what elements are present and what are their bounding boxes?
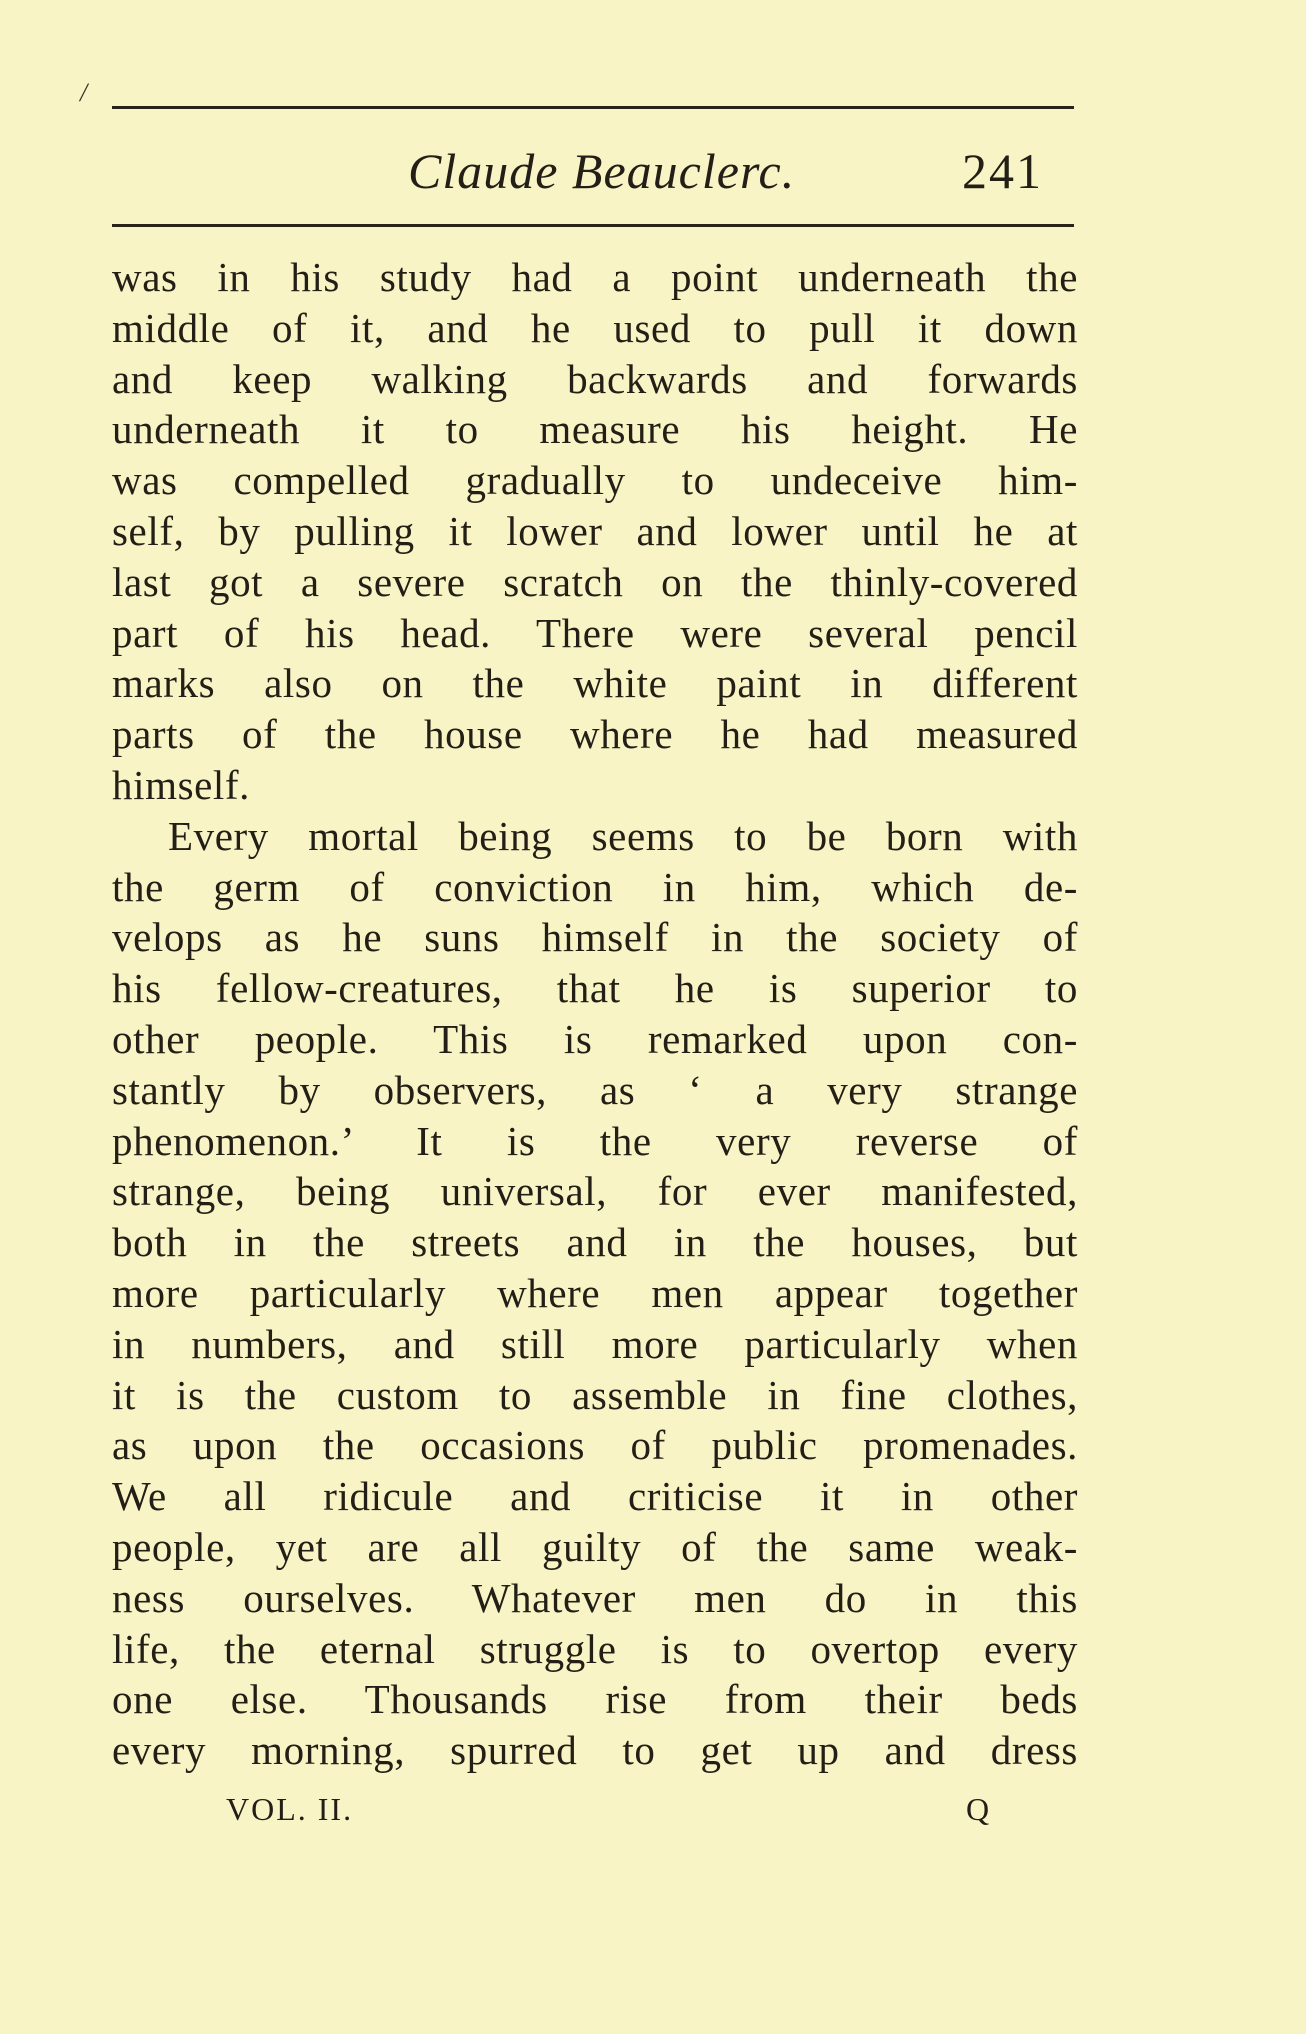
text-line: was compelled gradually to undeceive him- bbox=[112, 457, 1078, 504]
volume-marker: VOL. II. bbox=[226, 1791, 354, 1827]
text-line: strange, being universal, for ever manifested, bbox=[112, 1168, 1078, 1215]
running-title: Claude Beauclerc. bbox=[408, 143, 796, 199]
text-line: and keep walking backwards and forwards bbox=[112, 355, 1078, 402]
text-line-paragraph-end: himself. bbox=[112, 761, 251, 808]
text-line: was in his study had a point underneath the bbox=[112, 254, 1078, 300]
text-line: life, the eternal struggle is to overtop every bbox=[112, 1625, 1078, 1672]
signature-mark: Q bbox=[966, 1791, 992, 1827]
text-line: both in the streets and in the houses, but bbox=[112, 1219, 1078, 1266]
text-line-paragraph-start: Every mortal being seems to be born with bbox=[168, 812, 1078, 859]
text-line: parts of the house where he had measured bbox=[112, 711, 1078, 758]
text-line: every morning, spurred to get up and dress bbox=[112, 1727, 1078, 1774]
header-rule-bottom bbox=[112, 224, 1074, 227]
text-line: self, by pulling it lower and lower until he at bbox=[112, 507, 1078, 554]
text-line: middle of it, and he used to pull it down bbox=[112, 304, 1078, 351]
text-line: part of his head. There were several pencil bbox=[112, 609, 1078, 656]
text-line: his fellow-creatures, that he is superior to bbox=[112, 965, 1078, 1012]
body-text bbox=[112, 252, 1078, 1776]
text-line: marks also on the white paint in different bbox=[112, 660, 1078, 707]
text-line: underneath it to measure his height. He bbox=[112, 406, 1078, 453]
text-line: other people. This is remarked upon con- bbox=[112, 1015, 1078, 1062]
text-line: as upon the occasions of public promenades. bbox=[112, 1422, 1078, 1469]
text-line: velops as he suns himself in the society of bbox=[112, 914, 1078, 961]
text-line: We all ridicule and criticise it in other bbox=[112, 1473, 1078, 1520]
text-line: the germ of conviction in him, which de- bbox=[112, 863, 1078, 910]
text-line: it is the custom to assemble in fine clothes, bbox=[112, 1371, 1078, 1418]
text-line: in numbers, and still more particularly when bbox=[112, 1320, 1078, 1367]
header-rule-top bbox=[112, 106, 1074, 109]
text-line: phenomenon.’ It is the very reverse of bbox=[112, 1117, 1078, 1164]
page-number: 241 bbox=[962, 143, 1043, 199]
text-line: people, yet are all guilty of the same weak- bbox=[112, 1523, 1078, 1570]
stray-ink-mark: / bbox=[80, 78, 88, 107]
text-line: last got a severe scratch on the thinly-covered bbox=[112, 558, 1078, 605]
text-line: more particularly where men appear together bbox=[112, 1269, 1078, 1316]
text-line: stantly by observers, as ‘ a very strange bbox=[112, 1066, 1078, 1113]
text-line: ness ourselves. Whatever men do in this bbox=[112, 1574, 1078, 1621]
text-line: one else. Thousands rise from their beds bbox=[112, 1676, 1078, 1723]
